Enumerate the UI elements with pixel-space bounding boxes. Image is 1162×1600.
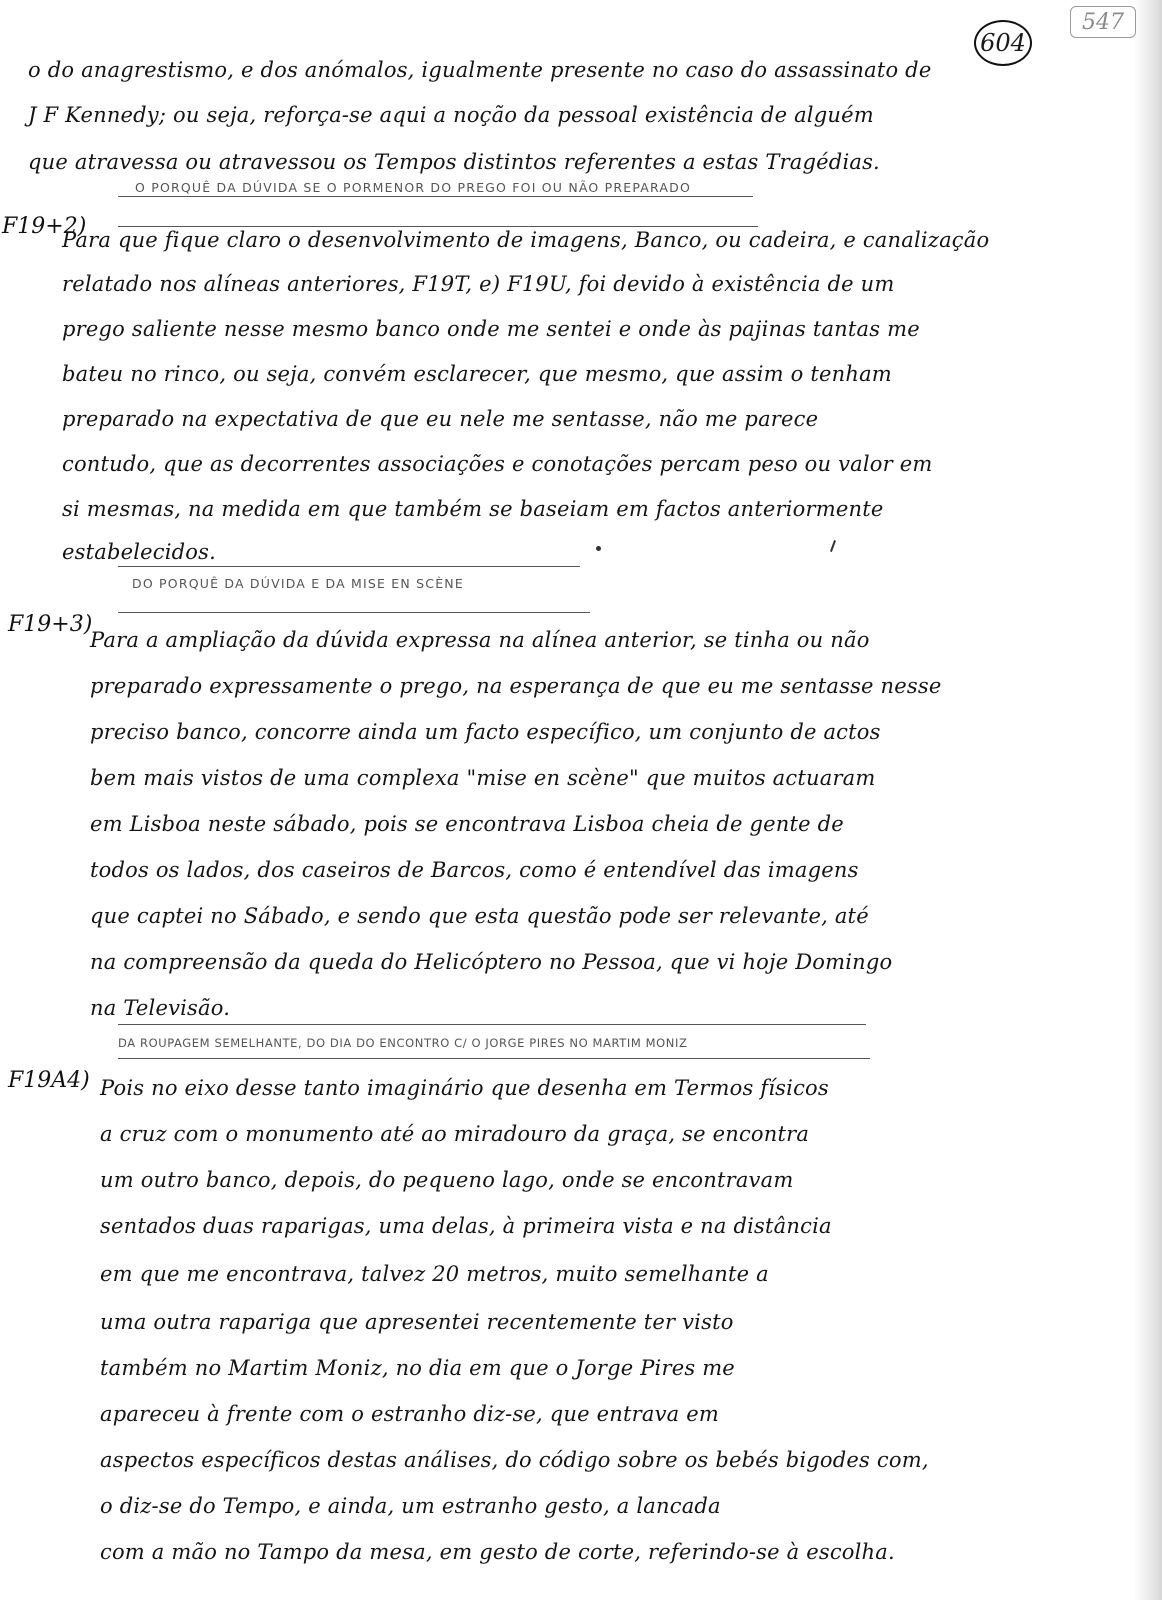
heading-rule — [118, 612, 590, 613]
heading-rule — [118, 1058, 870, 1059]
section-line: uma outra rapariga que apresentei recentemente ter visto — [100, 1310, 734, 1334]
section-heading: DA ROUPAGEM SEMELHANTE, DO DIA DO ENCONTRO C/ O JORGE PIRES NO MARTIM MONIZ — [118, 1036, 688, 1050]
ink-mark — [830, 540, 836, 552]
section-line: em que me encontrava, talvez 20 metros, muito semelhante a — [100, 1262, 769, 1286]
section-line: Para que fique claro o desenvolvimento de imagens, Banco, ou cadeira, e canalização — [62, 228, 990, 252]
section-line: também no Martim Moniz, no dia em que o Jorge Pires me — [100, 1356, 735, 1380]
section-marker: F19+3) — [8, 612, 93, 637]
old-page-number — [1070, 6, 1136, 38]
intro-line: que atravessa ou atravessou os Tempos distintos referentes a estas Tragédias. — [28, 150, 880, 174]
page-edge — [1134, 0, 1162, 1600]
section-line: prego saliente nesse mesmo banco onde me sentei e onde às pajinas tantas me — [62, 317, 920, 341]
section-marker: F19A4) — [8, 1068, 90, 1093]
intro-line: o do anagrestismo, e dos anómalos, igualmente presente no caso do assassinato de — [28, 58, 932, 82]
section-line: um outro banco, depois, do pequeno lago, onde se encontravam — [100, 1168, 794, 1192]
intro-line: J F Kennedy; ou seja, reforça-se aqui a noção da pessoal existência de alguém — [28, 103, 874, 127]
section-line: com a mão no Tampo da mesa, em gesto de corte, referindo-se à escolha. — [100, 1540, 895, 1564]
section-line: em Lisboa neste sábado, pois se encontrava Lisboa cheia de gente de — [90, 812, 844, 836]
ink-dot — [596, 546, 601, 551]
section-line: Para a ampliação da dúvida expressa na alínea anterior, se tinha ou não — [90, 628, 870, 652]
section-line: Pois no eixo desse tanto imaginário que desenha em Termos físicos — [100, 1076, 829, 1100]
section-line: relatado nos alíneas anteriores, F19T, e) F19U, foi devido à existência de um — [62, 272, 895, 296]
heading-rule — [118, 226, 758, 227]
section-line: que captei no Sábado, e sendo que esta questão pode ser relevante, até — [90, 904, 869, 928]
heading-rule — [118, 196, 753, 197]
section-heading: DO PORQUÊ DA DÚVIDA E DA MISE EN SCÈNE — [132, 576, 464, 591]
section-line: preciso banco, concorre ainda um facto específico, um conjunto de actos — [90, 720, 881, 744]
heading-rule — [118, 566, 580, 567]
page-number-text: 604 — [980, 29, 1026, 57]
section-line: bem mais vistos de uma complexa "mise en scène" que muitos actuaram — [90, 766, 876, 790]
section-line: estabelecidos. — [62, 540, 216, 564]
page-number-circled — [974, 20, 1032, 66]
section-heading: O PORQUÊ DA DÚVIDA SE O PORMENOR DO PREGO FOI OU NÃO PREPARADO — [135, 180, 692, 195]
section-line: o diz-se do Tempo, e ainda, um estranho gesto, a lancada — [100, 1494, 721, 1518]
section-line: contudo, que as decorrentes associações e conotações percam peso ou valor em — [62, 452, 933, 476]
heading-rule — [118, 1024, 866, 1025]
section-line: sentados duas raparigas, uma delas, à primeira vista e na distância — [100, 1214, 832, 1238]
section-line: na compreensão da queda do Helicóptero no Pessoa, que vi hoje Domingo — [90, 950, 893, 974]
old-page-number-text: 547 — [1082, 9, 1124, 35]
section-line: aspectos específicos destas análises, do código sobre os bebés bigodes com, — [100, 1448, 929, 1472]
section-line: todos os lados, dos caseiros de Barcos, como é entendível das imagens — [90, 858, 859, 882]
section-line: bateu no rinco, ou seja, convém esclarecer, que mesmo, que assim o tenham — [62, 362, 892, 386]
section-line: apareceu à frente com o estranho diz-se, que entrava em — [100, 1402, 720, 1426]
section-marker: F19+2) — [2, 214, 87, 239]
section-line: a cruz com o monumento até ao miradouro da graça, se encontra — [100, 1122, 810, 1146]
section-line: na Televisão. — [90, 996, 231, 1020]
section-line: preparado na expectativa de que eu nele me sentasse, não me parece — [62, 407, 819, 431]
section-line: preparado expressamente o prego, na esperança de que eu me sentasse nesse — [90, 674, 942, 698]
section-line: si mesmas, na medida em que também se baseiam em factos anteriormente — [62, 497, 884, 521]
